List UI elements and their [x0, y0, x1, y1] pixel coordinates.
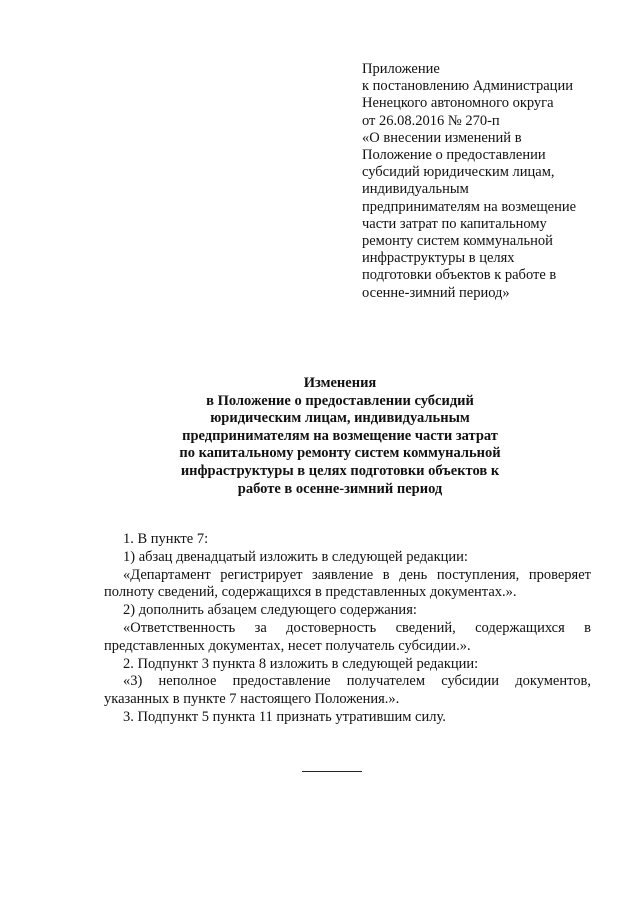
- appendix-line: от 26.08.2016 № 270-п: [362, 112, 500, 129]
- appendix-line: части затрат по капитальному: [362, 215, 547, 232]
- appendix-line: подготовки объектов к работе в: [362, 267, 557, 284]
- appendix-line: предпринимателям на возмещение: [362, 198, 577, 215]
- quoted-text-line: представленных документах, несет получатель субсидии.».: [104, 637, 471, 654]
- title-line: работе в осенне-зимний период: [237, 480, 443, 497]
- appendix-header: [362, 61, 602, 302]
- appendix-line: субсидий юридическим лицам,: [362, 164, 555, 181]
- appendix-line: Ненецкого автономного округа: [362, 95, 554, 112]
- title-line: юридическим лицам, индивидуальным: [210, 410, 470, 427]
- appendix-line: индивидуальным: [362, 181, 469, 198]
- quoted-text-line: полноту сведений, содержащихся в представленных документах.».: [104, 584, 517, 601]
- quoted-text-line: «Ответственность за достоверность сведений, содержащихся в: [123, 619, 591, 636]
- appendix-line: «О внесении изменений в: [362, 129, 522, 146]
- paragraph-item-1: 1. В пункте 7:: [123, 531, 209, 547]
- title-line: Изменения: [303, 375, 377, 391]
- appendix-line: ремонту систем коммунальной: [362, 233, 553, 250]
- document-body: [104, 531, 591, 727]
- appendix-line: Положение о предоставлении: [362, 147, 546, 164]
- end-separator-line: [302, 771, 362, 772]
- title-line: предпринимателям на возмещение части затрат: [182, 427, 498, 444]
- appendix-line: Приложение: [362, 61, 440, 77]
- paragraph-item-2: 2. Подпункт 3 пункта 8 изложить в следующей редакции:: [123, 655, 479, 672]
- quoted-text-line: «Департамент регистрирует заявление в день поступления, проверяет: [123, 566, 591, 583]
- paragraph-subitem-1: 1) абзац двенадцатый изложить в следующей редакции:: [123, 548, 468, 565]
- document-title: [140, 375, 540, 498]
- title-line: инфраструктуры в целях подготовки объектов к: [180, 462, 500, 479]
- quoted-text-line: указанных в пункте 7 настоящего Положения.».: [104, 691, 400, 708]
- paragraph-subitem-2: 2) дополнить абзацем следующего содержания:: [123, 602, 417, 619]
- paragraph-item-3: 3. Подпункт 5 пункта 11 признать утратившим силу.: [123, 708, 446, 725]
- appendix-line: инфраструктуры в целях: [362, 250, 515, 267]
- appendix-line: осенне-зимний период»: [362, 284, 510, 301]
- title-line: по капитальному ремонту систем коммунальной: [179, 445, 501, 462]
- appendix-line: к постановлению Администрации: [362, 78, 573, 95]
- quoted-text-line: «3) неполное предоставление получателем субсидии документов,: [123, 673, 591, 690]
- title-line: в Положение о предоставлении субсидий: [206, 392, 474, 409]
